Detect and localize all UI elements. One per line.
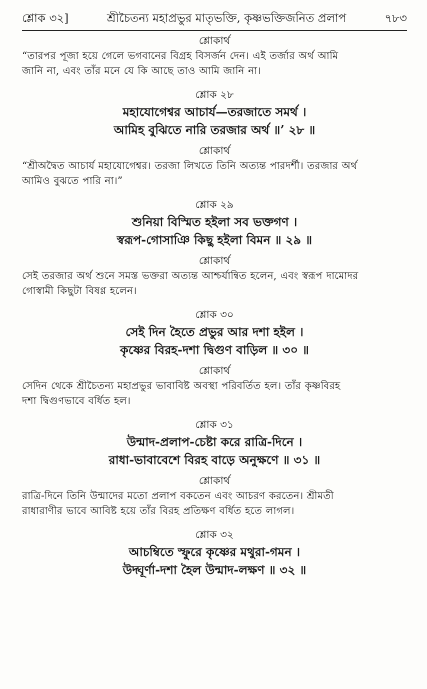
- verse-line: আচম্বিতে স্ফুরে কৃষ্ণের মথুরা-গমন ।: [128, 545, 301, 559]
- verse-number-heading: শ্লোক ৩১: [195, 419, 234, 431]
- verse-text: [22, 213, 407, 249]
- paragraph-line: আমিও বুঝতে পারি না।”: [22, 176, 123, 187]
- page-content: [22, 34, 407, 579]
- translation-heading: শ্লোকার্থ: [198, 35, 231, 47]
- paragraph-line: রাত্রি-দিনে তিনি উন্মাদের মতো প্রলাপ বকতেন এবং আচরণ করতেন। শ্রীমতী: [22, 491, 334, 502]
- verse-line: উদ্ঘূর্ণা-দশা হৈল উন্মাদ-লক্ষণ ॥ ৩২ ॥: [122, 563, 307, 577]
- verse-line: শুনিয়া বিস্মিত হইলা সব ভক্তগণ ।: [131, 215, 298, 229]
- paragraph-line: গোস্বামী কিছুটা বিষণ্ণ হলেন।: [22, 286, 137, 297]
- verse-number-heading: শ্লোক ৩০: [195, 309, 234, 321]
- translation-heading: শ্লোকার্থ: [198, 475, 231, 487]
- verse-number-heading: শ্লোক ২৮: [195, 89, 234, 101]
- header-rule: [22, 30, 407, 31]
- verse-text: [22, 543, 407, 579]
- verse-number-heading: শ্লোক ৩২: [195, 529, 234, 541]
- paragraph-line: রাধারাণীর ভাবে আবিষ্ট হয়ে তাঁর বিরহ প্রতিক্ষণ বর্ধিত হতে লাগল।: [22, 506, 295, 517]
- header-verse-range: শ্লোক ৩২]: [22, 11, 69, 25]
- translation-paragraph: [22, 489, 407, 519]
- verse-line: সেই দিন হৈতে প্রভুর আর দশা হইল ।: [125, 325, 304, 339]
- verse-line: কৃষ্ণের বিরহ-দশা দ্বিগুণ বাড়িল ॥ ৩০ ॥: [120, 343, 309, 357]
- header-chapter-title: শ্রীচৈতন্য মহাপ্রভুর মাতৃভক্তি, কৃষ্ণভক্তিজনিত প্রলাপ: [107, 11, 347, 25]
- verse-number-heading: শ্লোক ২৯: [195, 199, 234, 211]
- paragraph-line: “শ্রীঅদ্বৈত আচার্য মহাযোগেশ্বর। তরজা লিখতে তিনি অত্যন্ত পারদর্শী। তরজার অর্থ: [22, 161, 358, 172]
- verse-line: আমিহ বুঝিতে নারি তরজার অর্থ ॥’ ২৮ ॥: [113, 123, 316, 137]
- verse-line: স্বরূপ-গোসাঞি কিছু হইলা বিমন ॥ ২৯ ॥: [116, 233, 313, 247]
- translation-heading: শ্লোকার্থ: [198, 365, 231, 377]
- paragraph-line: জানি না, এবং তাঁর মনে যে কি আছে তাও আমি জানি না।: [22, 66, 261, 77]
- verse-line: রাধা-ভাবাবেশে বিরহ বাড়ে অনুক্ষণে ॥ ৩১ ॥: [108, 453, 321, 467]
- translation-paragraph: [22, 49, 407, 79]
- paragraph-line: “তারপর পূজা হয়ে গেলে ভগবানের বিগ্রহ বিসর্জন দেন। এই তর্জার অর্থ আমি: [22, 51, 339, 62]
- verse-text: [22, 323, 407, 359]
- page-number: ৭৮৩: [384, 11, 407, 25]
- running-header: [22, 10, 407, 28]
- verse-text: [22, 103, 407, 139]
- paragraph-line: সেদিন থেকে শ্রীচৈতন্য মহাপ্রভুর ভাবাবিষ্ট অবস্থা পরিবর্তিত হল। তাঁর কৃষ্ণবিরহ: [22, 381, 341, 392]
- paragraph-line: সেই তরজার অর্থ শুনে সমস্ত ভক্তরা অত্যন্ত আশ্চর্যান্বিত হলেন, এবং স্বরূপ দামোদর: [22, 271, 359, 282]
- verse-line: উন্মাদ-প্রলাপ-চেষ্টা করে রাত্রি-দিনে ।: [126, 435, 303, 449]
- translation-heading: শ্লোকার্থ: [198, 145, 231, 157]
- translation-paragraph: [22, 269, 407, 299]
- verse-text: [22, 433, 407, 469]
- translation-heading: শ্লোকার্থ: [198, 255, 231, 267]
- translation-paragraph: [22, 159, 407, 189]
- translation-paragraph: [22, 379, 407, 409]
- paragraph-line: দশা দ্বিগুণভাবে বর্ধিত হল।: [22, 396, 131, 407]
- verse-line: মহাযোগেশ্বর আচার্য—তরজাতে সমর্থ ।: [122, 105, 307, 119]
